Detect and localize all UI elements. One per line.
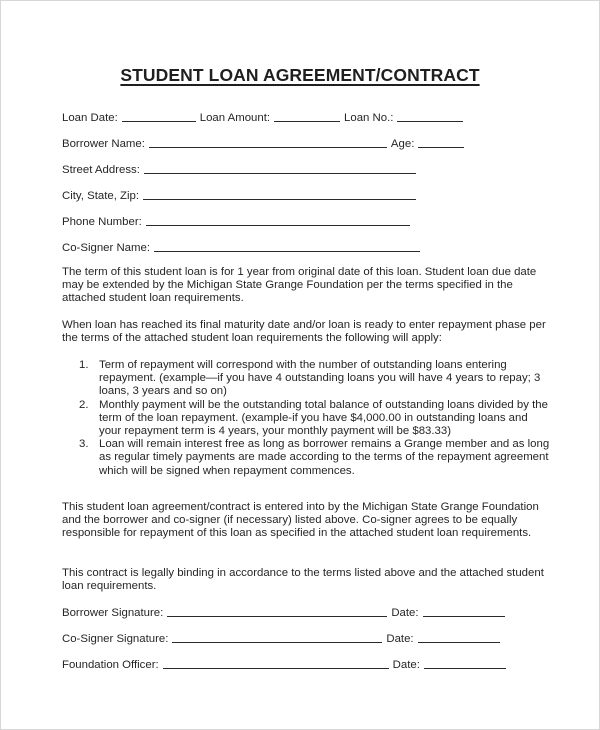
foundation-officer-label: Foundation Officer: bbox=[62, 659, 159, 671]
borrower-row bbox=[62, 136, 468, 150]
list-item-text: Monthly payment will be the outstanding total balance of outstanding loans divided by the term of the loan repayment. (example-if you have $4,000.00 in outstanding loans and your repayment term is 4 years, your monthly payment will be $83.33) bbox=[99, 398, 548, 438]
cosigner-date-field[interactable] bbox=[418, 632, 500, 643]
list-item-number: 2. bbox=[79, 398, 89, 411]
loan-date-field[interactable] bbox=[122, 111, 196, 122]
repayment-terms-list bbox=[62, 359, 552, 478]
list-item bbox=[62, 399, 552, 439]
age-label: Age: bbox=[390, 138, 415, 150]
list-item bbox=[62, 438, 552, 478]
cosigner-signature-label: Co-Signer Signature: bbox=[62, 633, 169, 645]
list-item-text: Loan will remain interest free as long as borrower remains a Grange member and as long as regular timely payments are made according to the terms of the repayment agreement which will be signed when repayment commences. bbox=[99, 438, 550, 477]
binding-paragraph: This contract is legally binding in accordance to the terms listed above and the attached student loan requirements. bbox=[62, 567, 544, 593]
foundation-officer-field[interactable] bbox=[163, 658, 389, 669]
borrower-name-field[interactable] bbox=[149, 137, 387, 148]
cosigner-signature-row bbox=[62, 631, 504, 645]
phone-number-row bbox=[62, 214, 414, 228]
loan-info-row bbox=[62, 110, 467, 124]
list-item-number: 1. bbox=[79, 359, 89, 371]
agreement-paragraph: This student loan agreement/contract is entered into by the Michigan State Grange Foundation and the borrower and co-signer (if necessary) listed above. Co-signer agrees to be equally responsible for repayment of this loan as specified in the attached student loan requirements. bbox=[62, 501, 539, 540]
phone-number-field[interactable] bbox=[146, 215, 410, 226]
borrower-date-label: Date: bbox=[391, 607, 419, 619]
loan-date-label: Loan Date: bbox=[62, 112, 118, 124]
age-field[interactable] bbox=[418, 137, 464, 148]
borrower-signature-field[interactable] bbox=[167, 606, 387, 617]
city-state-zip-label: City, State, Zip: bbox=[62, 190, 140, 202]
city-state-zip-field[interactable] bbox=[143, 189, 416, 200]
loan-amount-field[interactable] bbox=[274, 111, 340, 122]
cosigner-date-label: Date: bbox=[386, 633, 414, 645]
cosigner-name-field[interactable] bbox=[154, 241, 420, 252]
borrower-date-field[interactable] bbox=[423, 606, 505, 617]
cosigner-name-label: Co-Signer Name: bbox=[62, 242, 150, 254]
city-state-zip-row bbox=[62, 188, 420, 202]
maturity-paragraph: When loan has reached its final maturity date and/or loan is ready to enter repayment phase per the terms of the attached student loan requirements the following will apply: bbox=[62, 319, 546, 345]
street-address-field[interactable] bbox=[144, 163, 416, 174]
document-title: STUDENT LOAN AGREEMENT/CONTRACT bbox=[120, 65, 480, 85]
list-item bbox=[62, 359, 552, 399]
borrower-signature-label: Borrower Signature: bbox=[62, 607, 164, 619]
foundation-officer-row bbox=[62, 657, 510, 671]
foundation-officer-date-field[interactable] bbox=[424, 658, 506, 669]
foundation-officer-date-label: Date: bbox=[392, 659, 420, 671]
street-address-row bbox=[62, 162, 420, 176]
cosigner-name-row bbox=[62, 240, 424, 254]
street-address-label: Street Address: bbox=[62, 164, 140, 176]
term-paragraph: The term of this student loan is for 1 year from original date of this loan. Student loan due date may be extended by the Michigan State Grange Foundation per the terms specified in the attached student loan requirements. bbox=[62, 266, 537, 305]
list-item-number: 3. bbox=[79, 438, 89, 451]
list-item-text: Term of repayment will correspond with the number of outstanding loans entering repayment. (example—if you have 4 outstanding loans you will have 4 years to repay; 3 loans, 3 years and so on) bbox=[99, 359, 541, 398]
loan-amount-label: Loan Amount: bbox=[199, 112, 271, 124]
loan-no-field[interactable] bbox=[397, 111, 463, 122]
loan-no-label: Loan No.: bbox=[344, 112, 394, 124]
cosigner-signature-field[interactable] bbox=[172, 632, 382, 643]
borrower-name-label: Borrower Name: bbox=[62, 138, 145, 150]
phone-number-label: Phone Number: bbox=[62, 216, 142, 228]
borrower-signature-row bbox=[62, 605, 509, 619]
